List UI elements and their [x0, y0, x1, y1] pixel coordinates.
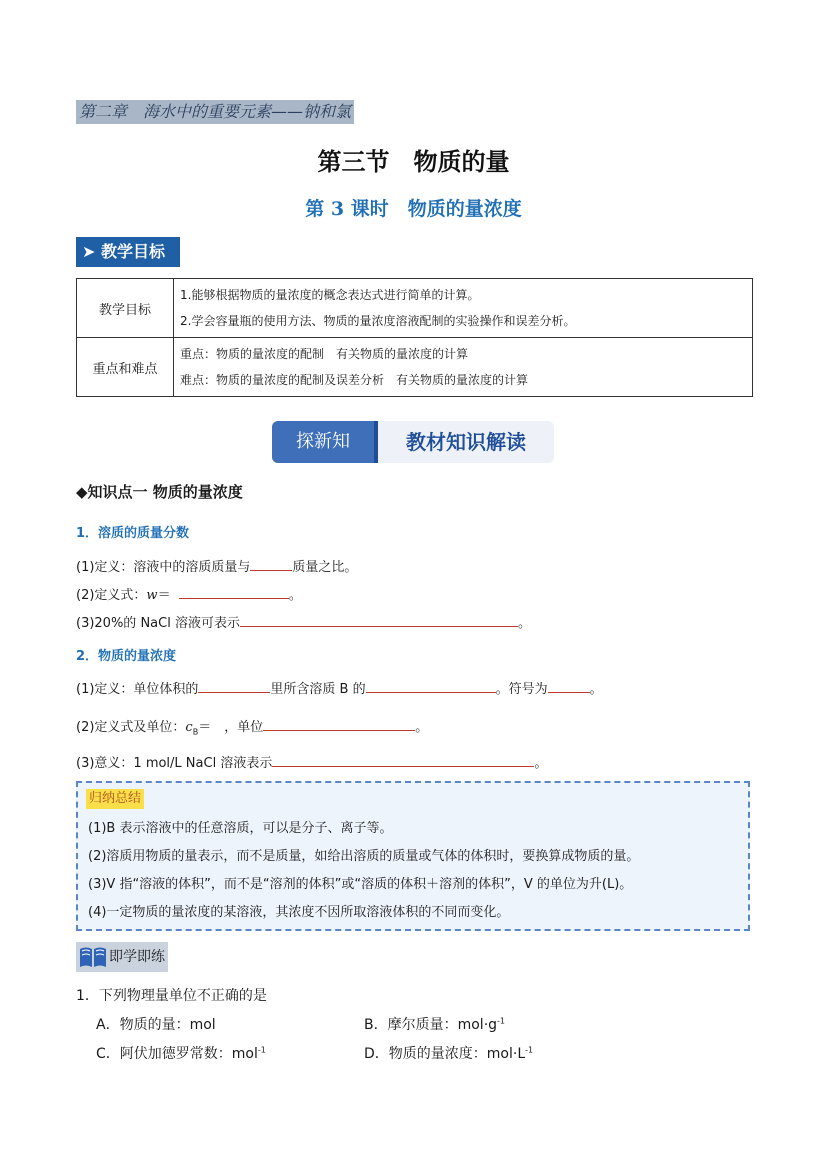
fill-blank[interactable]: [250, 558, 292, 571]
goal-item-2: 2.学会容量瓶的使用方法、物质的量浓度溶液配制的实验操作和误差分析。: [180, 314, 576, 328]
text: (1)定义：单位体积的: [76, 682, 199, 697]
open-book-icon: [79, 945, 107, 969]
text: 质量之比。: [292, 560, 358, 575]
option-c[interactable]: [96, 1043, 266, 1063]
key-points-header-cell: 重点和难点: [77, 338, 174, 397]
text: ＝: [157, 588, 171, 603]
text: (3)意义：1 mol/L NaCl 溶液表示: [76, 756, 273, 771]
section-title: 第三节 物质的量: [317, 148, 510, 176]
difficulty-item: 难点：物质的量浓度的配制及误差分析 有关物质的量浓度的计算: [180, 373, 529, 387]
sub1-line-1: [76, 556, 357, 575]
subsection-1-title: 1．溶质的质量分数: [76, 526, 190, 541]
fill-blank[interactable]: [179, 586, 289, 599]
text: 。: [288, 588, 302, 603]
text: 。: [415, 720, 429, 735]
teaching-goals-banner: ➤ 教学目标: [76, 237, 180, 267]
option-b-text: B．摩尔质量：mol·g: [364, 1017, 498, 1033]
fill-blank[interactable]: [272, 754, 534, 767]
explore-label: 探新知: [272, 421, 374, 463]
text: (1)定义：溶液中的溶质质量与: [76, 560, 251, 575]
question-stem: 1．下列物理量单位不正确的是: [76, 988, 267, 1004]
key-point-item: 重点：物质的量浓度的配制 有关物质的量浓度的计算: [180, 347, 469, 361]
table-row: [77, 338, 753, 397]
superscript: -1: [257, 1045, 266, 1055]
subsection-2-title: 2．物质的量浓度: [76, 649, 177, 664]
key-points-content-cell: [174, 338, 753, 397]
summary-item: (3)V 指“溶液的体积”，而不是“溶剂的体积”或“溶质的体积＋溶剂的体积”，V 的单位为升(L)。: [88, 877, 633, 892]
subscript-b: B: [192, 727, 199, 737]
option-b[interactable]: [364, 1014, 505, 1034]
practice-banner: [76, 942, 168, 972]
symbol-c: c: [185, 720, 193, 735]
fill-blank[interactable]: [548, 680, 590, 693]
fill-blank[interactable]: [240, 614, 518, 627]
symbol-w: w: [146, 588, 158, 603]
goals-content-cell: [174, 279, 753, 338]
lesson-title: 第 3 课时 物质的量浓度: [305, 198, 522, 220]
summary-item: (4)一定物质的量浓度的某溶液，其浓度不因所取溶液体积的不同而变化。: [88, 905, 510, 920]
sub1-line-3: [76, 612, 531, 631]
text: 里所含溶质 B 的: [270, 682, 366, 697]
text: (2)定义式及单位：: [76, 720, 186, 735]
option-a[interactable]: A．物质的量：mol: [96, 1017, 216, 1033]
text: 。: [517, 616, 531, 631]
fill-blank[interactable]: [366, 680, 496, 693]
superscript: -1: [525, 1045, 534, 1055]
text: 。符号为: [495, 682, 548, 697]
teaching-goals-table: [76, 278, 753, 397]
table-row: [77, 279, 753, 338]
knowledge-point-heading: ◆知识点一 物质的量浓度: [76, 483, 243, 501]
option-d[interactable]: [364, 1043, 533, 1063]
sub2-line-2: [76, 716, 428, 737]
option-c-text: C．阿伏加德罗常数：mol: [96, 1046, 258, 1062]
practice-label: 即学即练: [109, 949, 165, 965]
sub1-line-2: [76, 584, 302, 603]
sub2-line-3: [76, 752, 547, 771]
summary-item: (2)溶质用物质的量表示，而不是质量，如给出溶质的质量或气体的体积时，要换算成物质的量。: [88, 849, 640, 864]
text: ＝ ，单位: [198, 720, 264, 735]
summary-tag: 归纳总结: [86, 789, 144, 809]
fill-blank[interactable]: [263, 718, 415, 731]
summary-box: [76, 781, 750, 931]
text: 。: [589, 682, 603, 697]
superscript: -1: [497, 1016, 506, 1026]
goals-header-cell: 教学目标: [77, 279, 174, 338]
text: (3)20%的 NaCl 溶液可表示: [76, 616, 240, 631]
summary-item: (1)B 表示溶液中的任意溶质，可以是分子、离子等。: [88, 821, 393, 836]
explore-banner: [272, 421, 554, 463]
textbook-reading-label: 教材知识解读: [374, 421, 554, 463]
chapter-heading: 第二章 海水中的重要元素——钠和氯: [76, 100, 354, 124]
option-d-text: D．物质的量浓度：mol·L: [364, 1046, 526, 1062]
text: (2)定义式：: [76, 588, 147, 603]
sub2-line-1: [76, 678, 603, 697]
text: 。: [534, 756, 548, 771]
goal-item-1: 1.能够根据物质的量浓度的概念表达式进行简单的计算。: [180, 288, 480, 302]
fill-blank[interactable]: [198, 680, 270, 693]
